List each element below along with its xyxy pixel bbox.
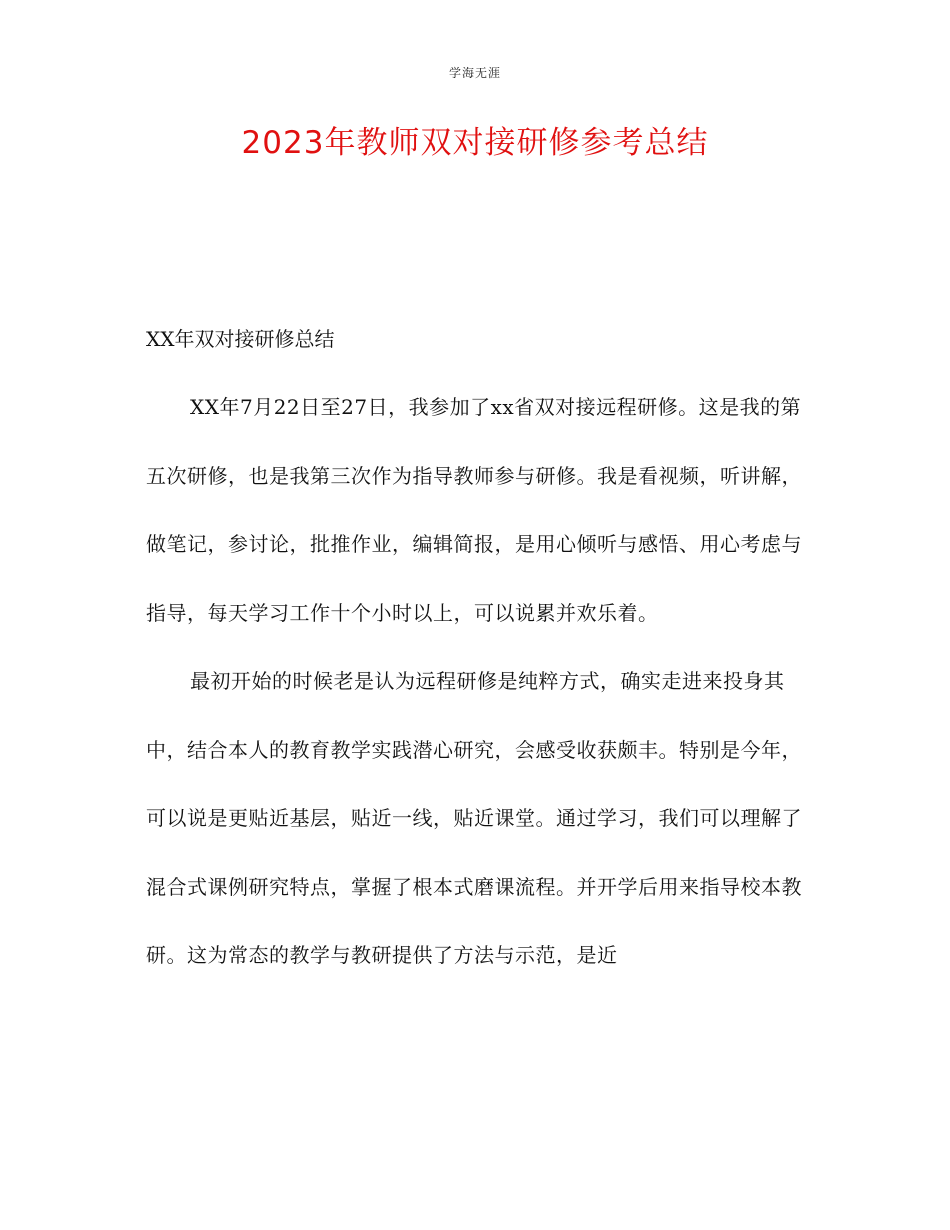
- paragraph-1: XX年7月22日至27日，我参加了xx省双对接远程研修。这是我的第五次研修，也是我第三次作为指导教师参与研修。我是看视频，听讲解，做笔记，参讨论，批推作业，编辑简报，是用心倾听与感悟、用心考虑与指导，每天学习工作十个小时以上，可以说累并欢乐着。: [146, 395, 802, 625]
- paragraph-2: 最初开始的时候老是认为远程研修是纯粹方式，确实走进来投身其中，结合本人的教育教学实践潜心研究，会感受收获颇丰。特别是今年，可以说是更贴近基层，贴近一线，贴近课堂。通过学习，我们可以理解了混合式课例研究特点，掌握了根本式磨课流程。并开学后用来指导校本教研。这为常态的教学与教研提供了方法与示范，是近: [146, 669, 802, 967]
- header-note: 学海无涯: [448, 66, 501, 80]
- document-subtitle: XX年双对接研修总结: [146, 327, 335, 351]
- document-title: 2023年教师双对接研修参考总结: [241, 125, 709, 161]
- document-body: [146, 305, 806, 990]
